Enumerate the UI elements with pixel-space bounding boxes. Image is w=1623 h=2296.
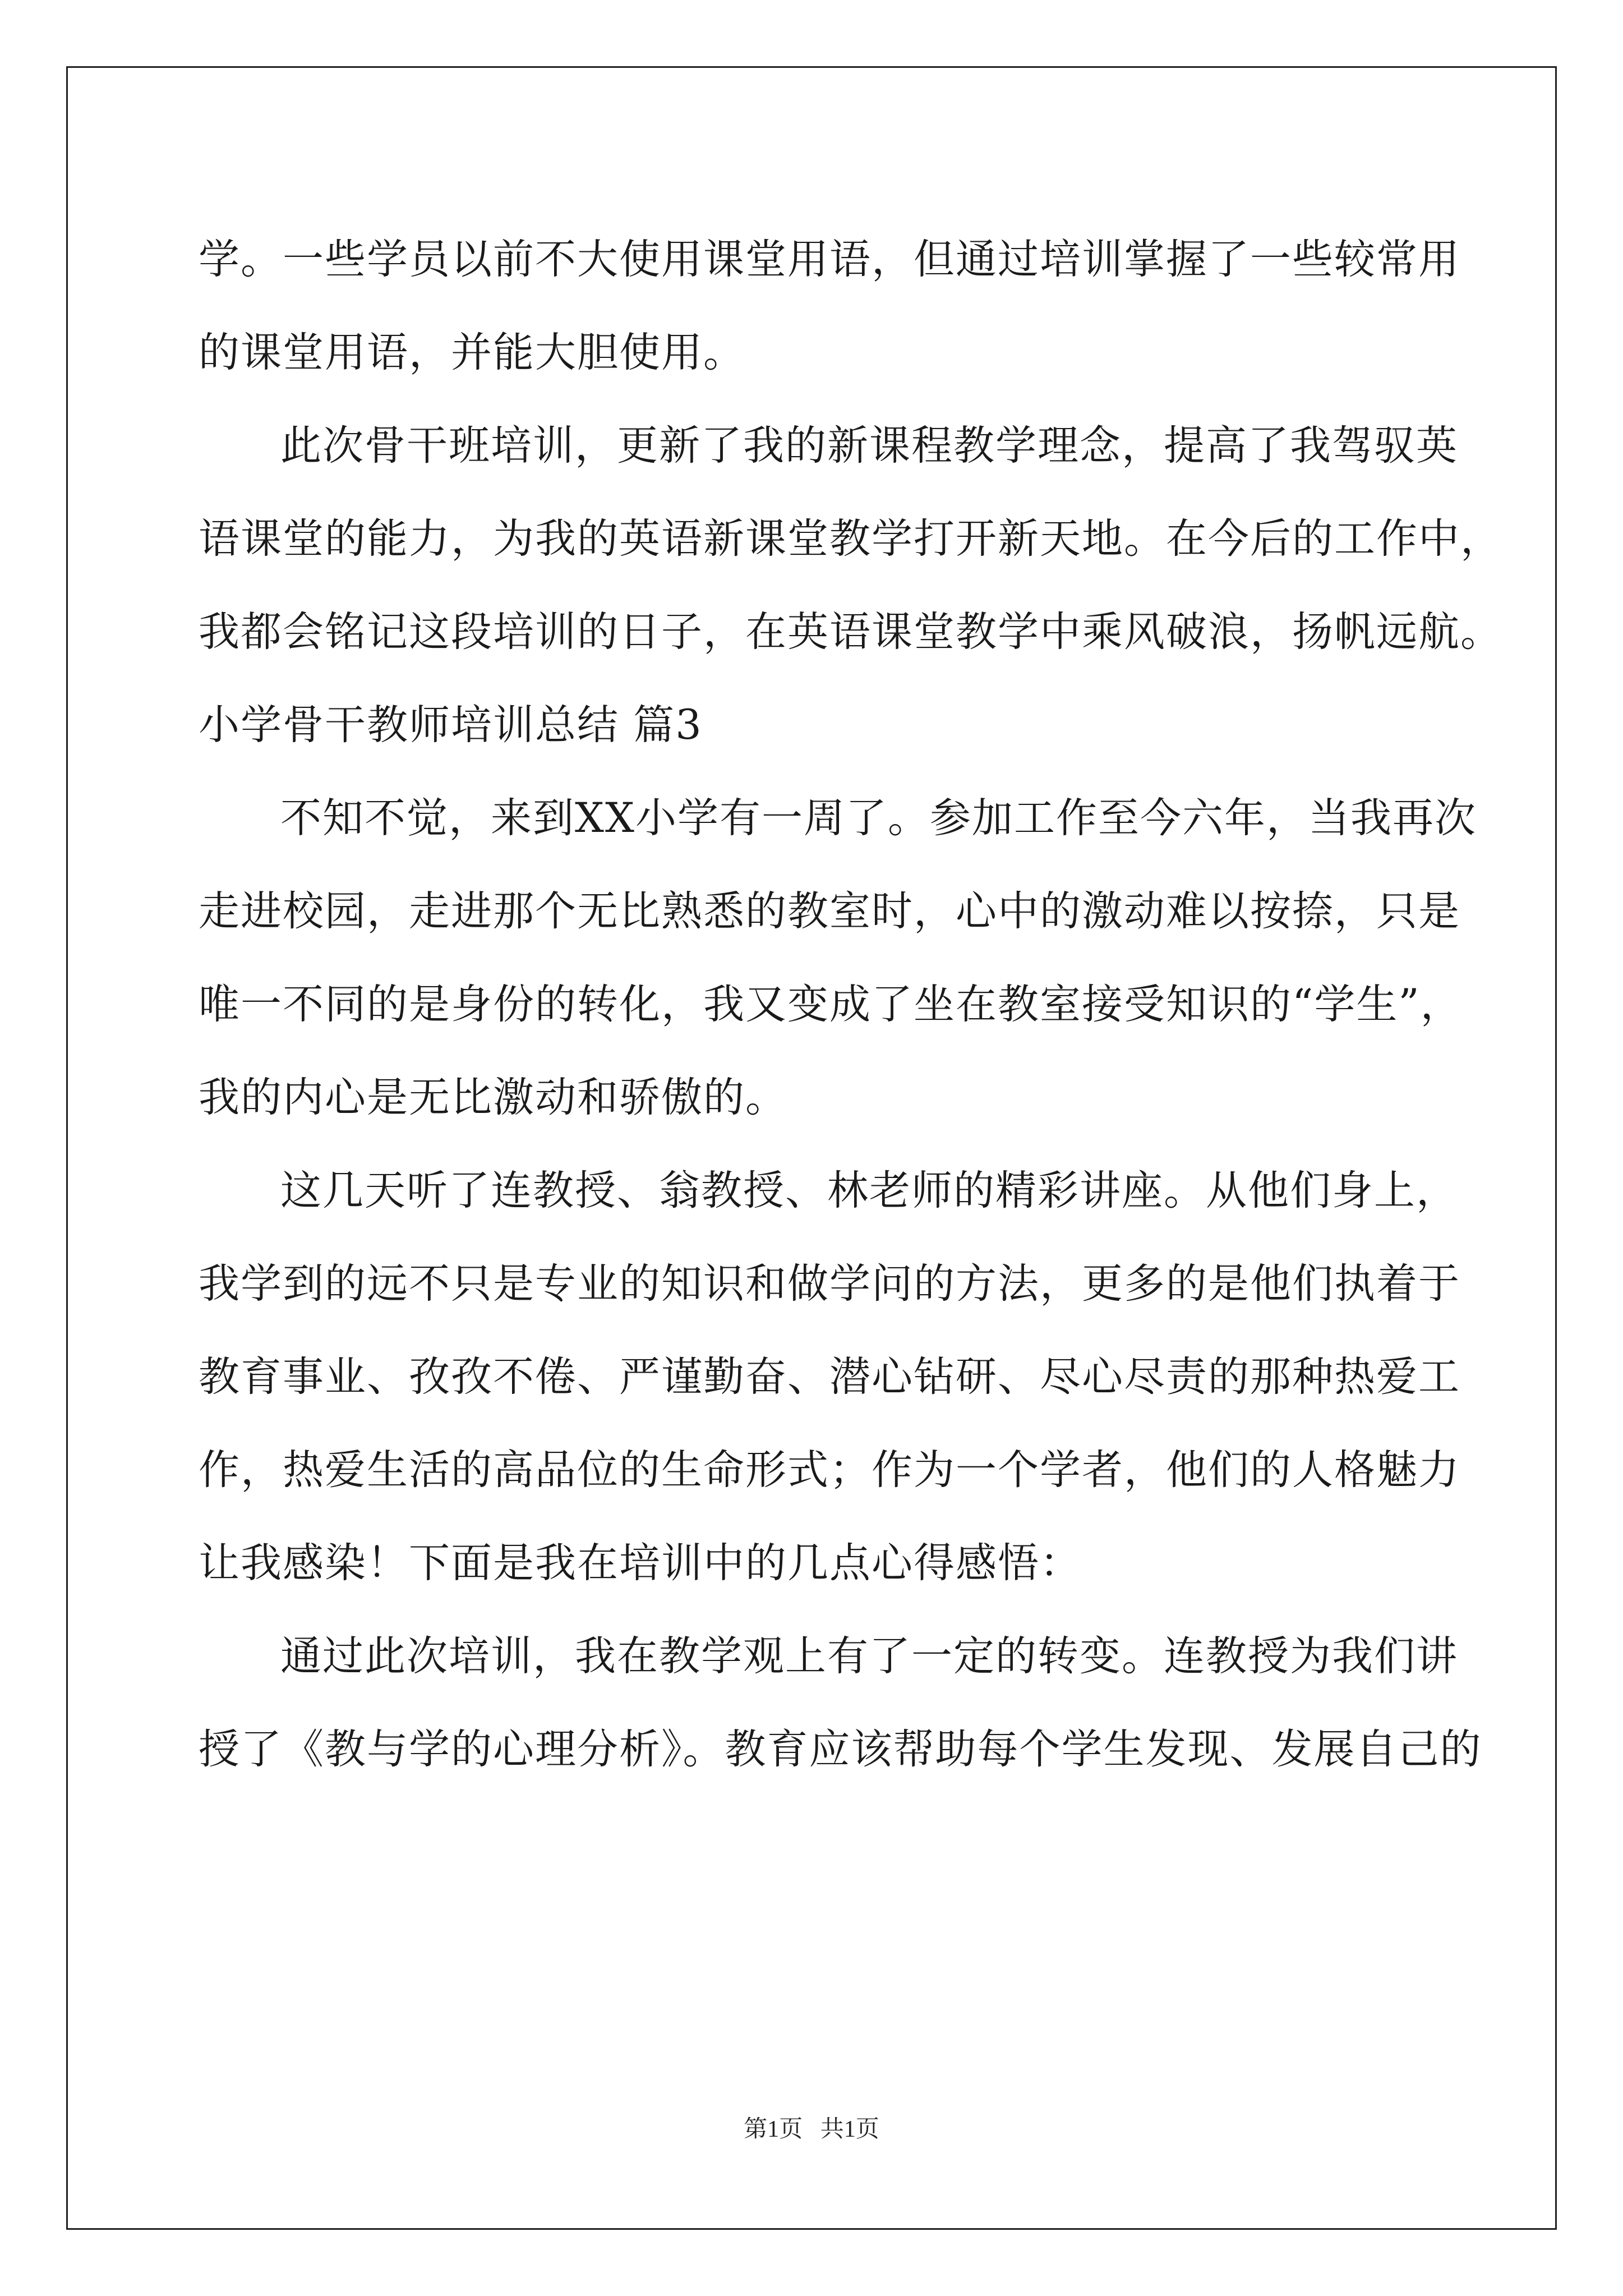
text-line: 我的内心是无比激动和骄傲的。	[199, 1074, 787, 1121]
page-total: 共1页	[820, 2116, 879, 2142]
text-line: 通过此次培训，我在教学观上有了一定的转变。连教授为我们讲	[280, 1632, 1458, 1680]
text-line: 此次骨干班培训，更新了我的新课程教学理念，提高了我驾驭英	[280, 422, 1458, 470]
text-line: 授了《教与学的心理分析》。教育应该帮助每个学生发现、发展自己的	[199, 1726, 1482, 1773]
page-footer	[0, 2110, 1623, 2144]
text-line: 我学到的远不只是专业的知识和做学问的方法，更多的是他们执着于	[199, 1260, 1460, 1308]
text-line: 学。一些学员以前不大使用课堂用语，但通过培训掌握了一些较常用	[199, 236, 1460, 283]
text-line: 这几天听了连教授、翁教授、林老师的精彩讲座。从他们身上，	[280, 1167, 1458, 1214]
text-line: 走进校园，走进那个无比熟悉的教室时，心中的激动难以按捺，只是	[199, 887, 1460, 935]
text-line: 我都会铭记这段培训的日子，在英语课堂教学中乘风破浪，扬帆远航。	[199, 608, 1502, 656]
page-number: 第1页	[744, 2116, 803, 2142]
text-line: 教育事业、孜孜不倦、严谨勤奋、潜心钻研、尽心尽责的那种热爱工	[199, 1353, 1460, 1401]
document-body	[199, 213, 1502, 1796]
text-line: 的课堂用语，并能大胆使用。	[199, 329, 745, 376]
text-line: 小学骨干教师培训总结 篇3	[199, 701, 703, 749]
text-line: 让我感染！下面是我在培训中的几点心得感悟：	[199, 1539, 1082, 1587]
text-line: 唯一不同的是身份的转化，我又变成了坐在教室接受知识的“学生”，	[199, 981, 1463, 1028]
text-line: 作，热爱生活的高品位的生命形式；作为一个学者，他们的人格魅力	[199, 1446, 1460, 1494]
text-line: 语课堂的能力，为我的英语新课堂教学打开新天地。在今后的工作中，	[199, 515, 1502, 563]
text-line: 不知不觉，来到XX小学有一周了。参加工作至今六年，当我再次	[280, 794, 1477, 842]
